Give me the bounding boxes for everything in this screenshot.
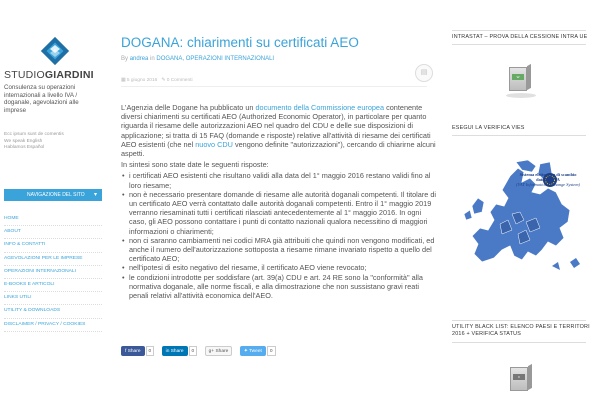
site-tagline: Consulenza su operazioni internazionali a livello IVA / doganale, agevolazioni alle imprese — [4, 84, 79, 114]
list-item: • non è necessario presentare domande di riesame alle autorità doganali competenti. Il titolare di un certificato AEO verrà contattato dalle autorità doganali competenti. Entro il 1° maggio 2019 verranno riesaminati tutti i certificati rilasciati antecedentemente al 1° maggio 2016. In ogni caso, gli AEO possono contattare i punti di contatto nazionali qualora necessitino di maggiori informazioni o chiarimenti; — [121, 190, 439, 236]
facebook-share-button[interactable] — [121, 346, 145, 356]
box-label: W — [512, 74, 524, 80]
site-nav-toggle-button[interactable] — [4, 189, 102, 201]
meta-divider — [121, 86, 427, 87]
menu-item-home[interactable]: HOME — [4, 213, 102, 226]
language-notes: Ecc ipsum sunt de comentis We speak English Hablamos Español — [4, 132, 64, 151]
post-body — [121, 103, 439, 300]
logo-icon[interactable] — [40, 36, 70, 66]
left-sidebar — [0, 0, 106, 400]
fb-label: Share — [127, 349, 141, 354]
menu-item-disclaimer[interactable]: DISCLAIMER / PRIVACY / COOKIES — [4, 319, 102, 332]
map-caption — [516, 172, 580, 187]
widget-divider — [452, 135, 586, 136]
menu-item-operazioni[interactable]: OPERAZIONI INTERNAZIONALI — [4, 266, 102, 279]
li-label: Share — [170, 349, 184, 354]
box-label: ≡ — [513, 374, 525, 380]
calendar-icon: ▦ — [121, 78, 126, 83]
post-title[interactable]: DOGANA: chiarimenti su certificati AEO — [121, 35, 359, 50]
nav-toggle-label: NAVIGAZIONE DEL SITO — [27, 192, 85, 198]
right-sidebar — [452, 0, 600, 400]
widget-title-blacklist: UTILITY BLACK LIST: ELENCO PAESI E TERRITORI 2016 + VERIFICA STATUS — [452, 324, 590, 337]
nuovo-cdu-link[interactable]: nuovo CDU — [195, 139, 233, 149]
widget-title-vies: ESEGUI LA VERIFICA VIES — [452, 125, 525, 131]
google-plus-icon: g+ — [208, 349, 215, 354]
p1-text-b: contenente diversi chiarimenti su certificati AEO (Authorized Economic Operator), in particolare per quanto riguarda il riesame delle autorizzazioni AEO nel quadro del CDU e delle sue disposizioni di applicazione; si tratta di 15 FAQ (domande e risposte) relative all'attività di riesame dei certificati AEO esistenti (che nel — [121, 103, 431, 149]
post-date: 5 giugno 2016 — [126, 78, 158, 83]
commission-document-link[interactable]: documento della Commissione europea — [255, 103, 385, 112]
blacklist-product-box[interactable] — [510, 364, 532, 392]
box-shadow — [506, 93, 536, 98]
author-link[interactable]: andrea — [129, 56, 149, 62]
widget-divider — [452, 320, 586, 321]
facebook-icon: f — [125, 349, 127, 354]
tweet-button[interactable] — [240, 346, 266, 356]
widget-title-intrastat: INTRASTAT – PROVA DELLA CESSIONE INTRA UE — [452, 34, 588, 40]
post-meta — [121, 78, 193, 83]
twitter-icon: ✦ — [243, 349, 248, 354]
box-side — [528, 364, 532, 390]
comment-icon: ✎ — [161, 78, 166, 83]
menu-item-info-contatti[interactable]: INFO & CONTATTI — [4, 239, 102, 252]
menu-item-agevolazioni[interactable]: AGEVOLAZIONI PER LE IMPRESE — [4, 253, 102, 266]
box-side — [527, 64, 531, 90]
p1-text-a: L'Agenzia delle Dogane ha pubblicato un — [121, 103, 256, 112]
gp-label: Share — [215, 349, 229, 354]
intrastat-product-box[interactable] — [509, 64, 531, 92]
list-item: • i certificati AEO esistenti che risultano validi alla data del 1° maggio 2016 restano validi fino al loro riesame; — [121, 171, 439, 189]
widget-divider — [452, 342, 586, 343]
site-logo-text[interactable] — [4, 69, 94, 81]
linkedin-icon: in — [165, 349, 170, 354]
paragraph-intro — [121, 103, 439, 158]
paragraph-summary: In sintesi sono state date le seguenti risposte: — [121, 160, 269, 170]
widget-divider — [452, 44, 586, 45]
map-caption-line1: Sistema elettronico di scambio dati sull'IVA — [519, 172, 577, 182]
category-link[interactable]: DOGANA, OPERAZIONI INTERNAZIONALI — [156, 56, 275, 62]
map-caption-line2: (VAT Information Exchange System) — [516, 182, 580, 187]
widget-divider — [452, 30, 586, 31]
post-byline — [121, 56, 274, 62]
menu-item-links[interactable]: LINKS UTILI — [4, 292, 102, 305]
vies-europe-map[interactable] — [452, 158, 588, 284]
comments-link[interactable]: 0 Commenti — [166, 78, 193, 83]
fb-share-count: 0 — [146, 346, 155, 356]
list-item: • non ci saranno cambiamenti nei codici MRA già attribuiti che quindi non vengono modificati, ed anche il numero dell'autorizzazione sottoposta a riesame rimane invariato rispetto a quello del certificato AEO; — [121, 236, 439, 264]
share-buttons — [121, 346, 279, 356]
logo-text-part2: GIARDINI — [44, 69, 94, 81]
main-content — [121, 0, 439, 400]
tweet-count: 0 — [267, 346, 276, 356]
li-share-count: 0 — [189, 346, 198, 356]
answers-list — [121, 171, 439, 300]
menu-item-ebooks[interactable]: E-BOOKS E ARTICOLI — [4, 279, 102, 292]
byline-prefix: By — [121, 56, 129, 62]
menu-item-about[interactable]: ABOUT — [4, 226, 102, 239]
linkedin-share-button[interactable] — [162, 346, 188, 356]
chevron-down-icon: ▾ — [93, 192, 97, 198]
post-format-icon: ▤ — [415, 64, 433, 82]
tw-label: Tweet — [249, 349, 262, 354]
site-menu — [4, 213, 102, 332]
byline-in: in — [150, 56, 155, 62]
list-item: • le condizioni introdotte per soddisfare (art. 39(a) CDU e art. 24 RE sono la "conformità" alla normativa doganale, alle norme fiscali, e alla dimostrazione che non sussistano gravi reati penali relativi all'attività economica dell'AEO. — [121, 273, 439, 301]
list-item: • nell'ipotesi di esito negativo del riesame, il certificato AEO viene revocato; — [121, 263, 439, 272]
p1-text-c: vengono definite "autorizzazioni"), cercando di chiarirne alcuni aspetti. — [121, 139, 436, 159]
google-share-button[interactable] — [205, 346, 233, 356]
menu-item-utility[interactable]: UTILITY & DOWNLOADS — [4, 305, 102, 318]
logo-text-part1: STUDIO — [4, 69, 45, 81]
